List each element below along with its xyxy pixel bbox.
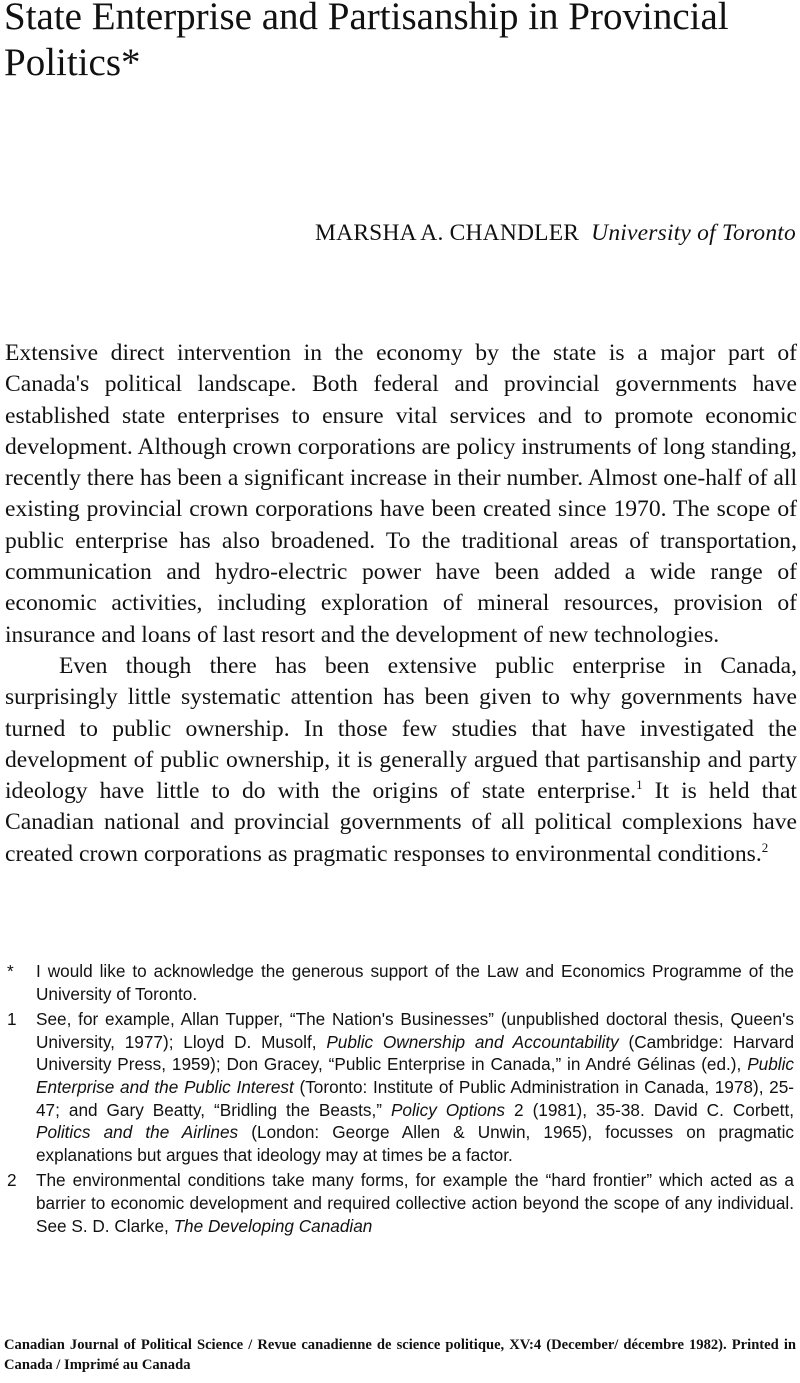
footnote-text: See, for example, Allan Tupper, “The Nation's Businesses” (unpublished doctoral thesis, Queen's University, 1977); Lloyd D. Musolf,	[36, 1009, 794, 1052]
footnote-text: The environmental conditions take many forms, for example the “hard frontier” which acted as a barrier to economic development and required collective action beyond the scope of any individual. See S. D. Clarke,	[36, 1170, 794, 1236]
paragraph-2	[5, 651, 797, 870]
cited-title: Policy Options	[390, 1099, 506, 1120]
footnote-2	[0, 1169, 800, 1237]
cited-title: Public Enterprise and the Public Interest	[36, 1054, 794, 1097]
footnote-text: (Cambridge: Harvard University Press, 1959); Don Gracey, “Public Enterprise in Canada,” in André Gélinas (ed.),	[36, 1031, 795, 1075]
paragraph-2-text-a: Even though there has been extensive public enterprise in Canada, surprisingly little systematic attention has been given to why governments have turned to public ownership. In those few studies that have investigated the development of public ownership, it is generally argued that partisanship and party ideology have little to do with the origins of state enterprise.	[5, 652, 797, 805]
footnote-ref-1[interactable]: 1	[636, 777, 643, 793]
article-body	[5, 338, 797, 870]
footnote-star	[0, 960, 800, 1005]
footnote-text: 2 (1981), 35-38. David C. Corbett,	[505, 1099, 794, 1120]
footnote-text: (Toronto: Institute of Public Administration in Canada, 1978), 25-47; and Gary Beatty, “Bridling the Beasts,”	[36, 1076, 794, 1120]
footnotes	[0, 960, 800, 1240]
footnote-ref-2[interactable]: 2	[761, 839, 769, 855]
paragraph-1: Extensive direct intervention in the economy by the state is a major part of Canada's political landscape. Both federal and provincial governments have established state enterprises to ensure vital services and to promote economic development. Although crown corporations are policy instruments of long standing, recently there has been a significant increase in their number. Almost one-half of all existing provincial crown corporations have been created since 1970. The scope of public enterprise has also broadened. To the traditional areas of transportation, communication and hydro-electric power have been added a wide range of economic activities, including exploration of mineral resources, provision of insurance and loans of last resort and the development of new technologies.	[5, 340, 797, 648]
journal-citation: Canadian Journal of Political Science / Revue canadienne de science politique, XV:4 (December/ décembre 1982). Printed in Canada / Imprimé au Canada	[4, 1337, 796, 1373]
article-title: State Enterprise and Partisanship in Provincial Politics*	[4, 0, 729, 84]
byline	[0, 218, 796, 248]
author-affiliation: University of Toronto	[591, 220, 796, 246]
paragraph-2-text-b: It is held that Canadian national and provincial governments of all political complexions have created crown corporations as pragmatic responses to environmental conditions.	[5, 778, 797, 867]
footnote-1	[0, 1008, 800, 1166]
footnote-text: I would like to acknowledge the generous support of the Law and Economics Programme of the University of Toronto.	[36, 961, 794, 1004]
footnote-mark: *	[7, 961, 14, 981]
cited-title: Politics and the Airlines	[36, 1122, 239, 1143]
footnote-mark: 1	[7, 1009, 17, 1030]
cited-title: The Developing Canadian	[173, 1215, 373, 1236]
footnote-text: (London: George Allen & Unwin, 1965), focusses on pragmatic explanations but argues that ideology may at times be a factor.	[36, 1122, 794, 1165]
cited-title: Public Ownership and Accountability	[326, 1031, 619, 1052]
author-name: MARSHA A. CHANDLER	[315, 220, 580, 246]
footnote-mark: 2	[7, 1170, 17, 1191]
